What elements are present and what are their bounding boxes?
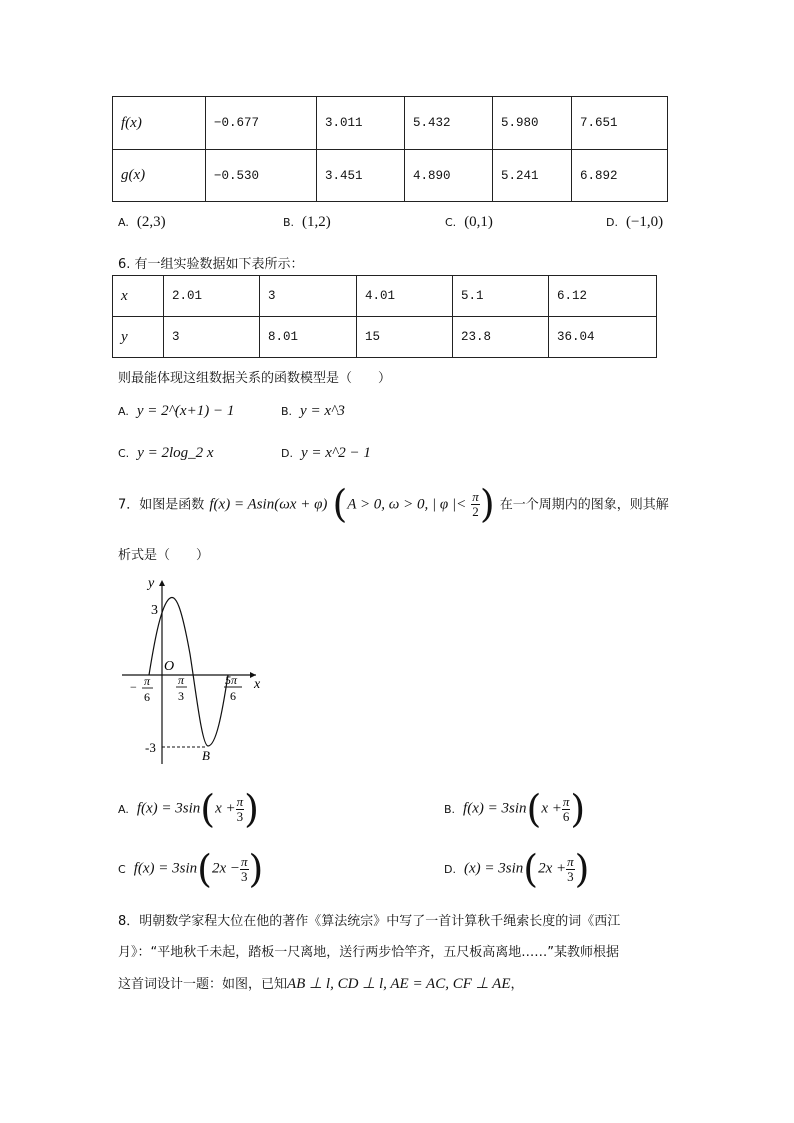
table-cell: 6.12 (549, 276, 657, 317)
table-cell: 3.451 (317, 150, 405, 202)
q6-option-a[interactable]: A. y = 2^(x+1) − 1 (118, 403, 235, 419)
point-b-label: B (202, 748, 210, 763)
q7-option-c[interactable]: C f(x) = 3sin(2x − $\frac{\pi}{3}$ ) (118, 847, 264, 891)
tick-label-5pi: 5π (225, 673, 238, 687)
q7-option-a[interactable]: A. f(x) = 3sin(x + $\frac{\pi}{3}$ ) (118, 787, 259, 831)
table-cell: 3.011 (317, 97, 405, 150)
q6-prompt: 则最能体现这组数据关系的函数模型是（ ） (118, 371, 392, 386)
y-axis-label: y (148, 576, 155, 591)
q6-data-table (112, 275, 657, 358)
table-cell: 3 (164, 317, 260, 358)
table-cell: 5.980 (493, 97, 572, 150)
q5-option-a[interactable]: A. (2,3) (118, 214, 166, 230)
table-cell: 4.890 (405, 150, 493, 202)
table-cell: 6.892 (572, 150, 668, 202)
table-cell: 8.01 (260, 317, 357, 358)
table-cell: 23.8 (453, 317, 549, 358)
tick-label-6: 6 (144, 690, 150, 704)
q8-line3: 这首词设计一题：如图，已知AB ⊥ l, CD ⊥ l, AE = AC, CF ⊥ AE， (118, 976, 524, 992)
y-max-label: 3 (151, 603, 158, 618)
q5-option-d[interactable]: D. (−1,0) (606, 214, 664, 230)
tick-label-6: 6 (230, 689, 236, 703)
table-cell: 15 (357, 317, 453, 358)
tick-label-3: 3 (178, 689, 184, 703)
table-cell: 2.01 (164, 276, 260, 317)
table-row-label: g(x) (113, 150, 206, 202)
sine-graph (118, 574, 278, 770)
q6-option-b[interactable]: B. y = x^3 (281, 403, 345, 419)
q5-option-c[interactable]: C. (0,1) (445, 214, 493, 230)
table-row-label: y (113, 317, 164, 358)
q7-stem-line1: 7．如图是函数 f(x) = Asin(ωx + φ) (A > 0, ω > 0, | φ |< $\frac{\pi}{2}$ ) 在一个周期内的图象，则其解 (118, 482, 669, 526)
table-cell: 5.241 (493, 150, 572, 202)
x-axis-label: x (254, 677, 261, 692)
q8-line1: 8．明朝数学家程大位在他的著作《算法统宗》中写了一首计算秋千绳索长度的词《西江 (118, 914, 621, 929)
q7-stem-line2: 析式是（ ） (118, 548, 210, 563)
y-min-label: -3 (145, 740, 156, 755)
function-values-table (112, 96, 668, 202)
q6-option-c[interactable]: C. y = 2log_2 x (118, 445, 214, 461)
q5-option-b[interactable]: B. (1,2) (283, 214, 331, 230)
table-cell: 5.1 (453, 276, 549, 317)
tick-minus-sign: − (130, 680, 137, 694)
sine-curve (149, 597, 228, 746)
table-row-label: x (113, 276, 164, 317)
table-row-label: f(x) (113, 97, 206, 150)
table-cell: 4.01 (357, 276, 453, 317)
y-axis-arrow-icon (159, 580, 165, 586)
q8-line2: 月》：“平地秋千未起，踏板一尺离地，送行两步恰竿齐，五尺板高离地……”某教师根据 (118, 945, 619, 960)
table-cell: 7.651 (572, 97, 668, 150)
tick-label-pi: π (144, 674, 151, 688)
table-cell: 36.04 (549, 317, 657, 358)
q7-option-b[interactable]: B. f(x) = 3sin(x + $\frac{\pi}{6}$ ) (444, 787, 586, 831)
table-cell: −0.677 (206, 97, 317, 150)
table-cell: 3 (260, 276, 357, 317)
q6-option-d[interactable]: D. y = x^2 − 1 (281, 445, 371, 461)
q7-option-d[interactable]: D. (x) = 3sin(2x + $\frac{\pi}{3}$ ) (444, 847, 590, 891)
origin-label: O (164, 659, 175, 674)
q6-stem: 6. 有一组实验数据如下表所示： (118, 257, 304, 272)
table-cell: 5.432 (405, 97, 493, 150)
tick-label-pi: π (178, 673, 185, 687)
table-cell: −0.530 (206, 150, 317, 202)
